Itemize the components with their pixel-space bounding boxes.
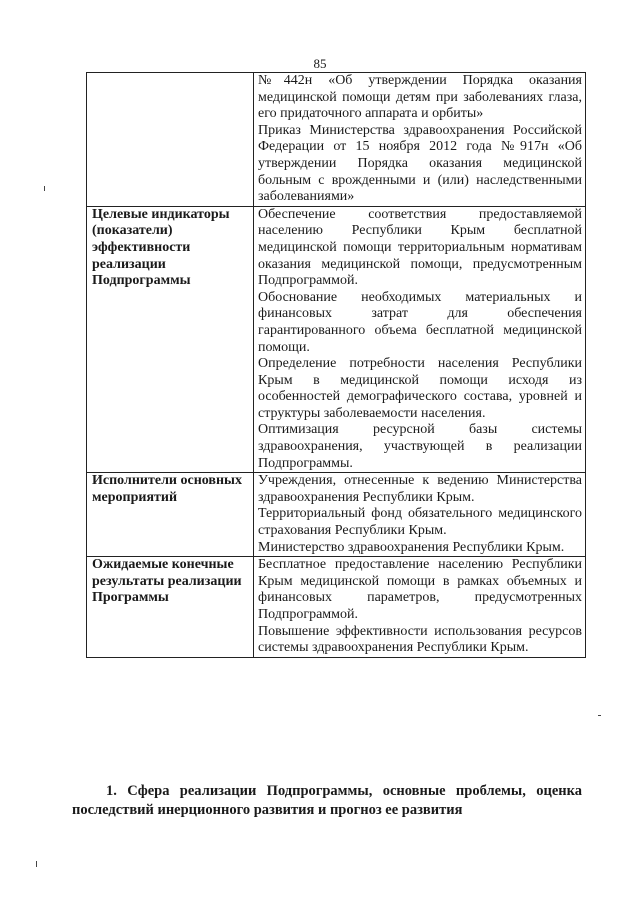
scan-artifact-mark — [36, 861, 37, 867]
table-row-executors — [87, 473, 586, 557]
table-row-expected-results — [87, 557, 586, 658]
paragraph: Обоснование необходимых материальных и финансовых затрат для обеспечения гарантированного объема бесплатной медицинской помощи. — [258, 289, 582, 355]
row-content — [254, 73, 586, 207]
row-label — [87, 73, 254, 207]
paragraph: Бесплатное предоставление населению Республики Крым медицинской помощи в рамках объемных и финансовых параметров, предусмотренных Подпрограммой. — [258, 557, 582, 622]
table-row-legal-acts — [87, 73, 586, 207]
scan-artifact-mark — [598, 715, 601, 716]
row-content — [254, 473, 586, 557]
paragraph: Учреждения, отнесенные к ведению Министерства здравоохранения Республики Крым. — [258, 473, 582, 505]
section-heading: 1. Сфера реализации Подпрограммы, основные проблемы, оценка последствий инерционного развития и прогноз ее развития — [72, 783, 582, 818]
page-number: 85 — [313, 56, 327, 71]
paragraph: Определение потребности населения Республики Крым в медицинской помощи исходя из особенностей демографического состава, уровней и структуры заболеваемости населения. — [258, 356, 582, 421]
row-label: Исполнители основных мероприятий — [87, 473, 254, 557]
paragraph: Оптимизация ресурсной базы системы здравоохранения, участвующей в реализации Подпрограммы. — [258, 422, 582, 471]
paragraph: Обеспечение соответствия предоставляемой населению Республики Крым бесплатной медицинской помощи территориальным нормативам оказания медицинской помощи, предусмотренным Подпрограммой. — [258, 206, 582, 289]
paragraph: Министерство здравоохранения Республики Крым. — [258, 539, 565, 555]
paragraph: Повышение эффективности использования ресурсов системы здравоохранения Республики Крым. — [258, 623, 582, 656]
paragraph: Приказ Министерства здравоохранения Российской Федерации от 15 ноября 2012 года №917н «Об утверждении Порядка оказания медицинской больным с врожденными и (или) наследственными заболеваниями» — [258, 122, 582, 205]
paragraph: №442н «Об утверждении Порядка оказания медицинской помощи детям при заболеваниях глаза, его придаточного аппарата и орбиты» — [258, 73, 582, 122]
paragraph: Территориальный фонд обязательного медицинского страхования Республики Крым. — [258, 506, 582, 539]
row-content — [254, 206, 586, 473]
row-content — [254, 557, 586, 658]
table-row-target-indicators — [87, 206, 586, 473]
subprogram-passport-table — [86, 72, 586, 658]
row-label: Ожидаемые конечные результаты реализации Программы — [87, 557, 254, 658]
scan-artifact-mark — [44, 186, 45, 191]
row-label: Целевые индикаторы (показатели) эффективности реализации Подпрограммы — [87, 206, 254, 473]
